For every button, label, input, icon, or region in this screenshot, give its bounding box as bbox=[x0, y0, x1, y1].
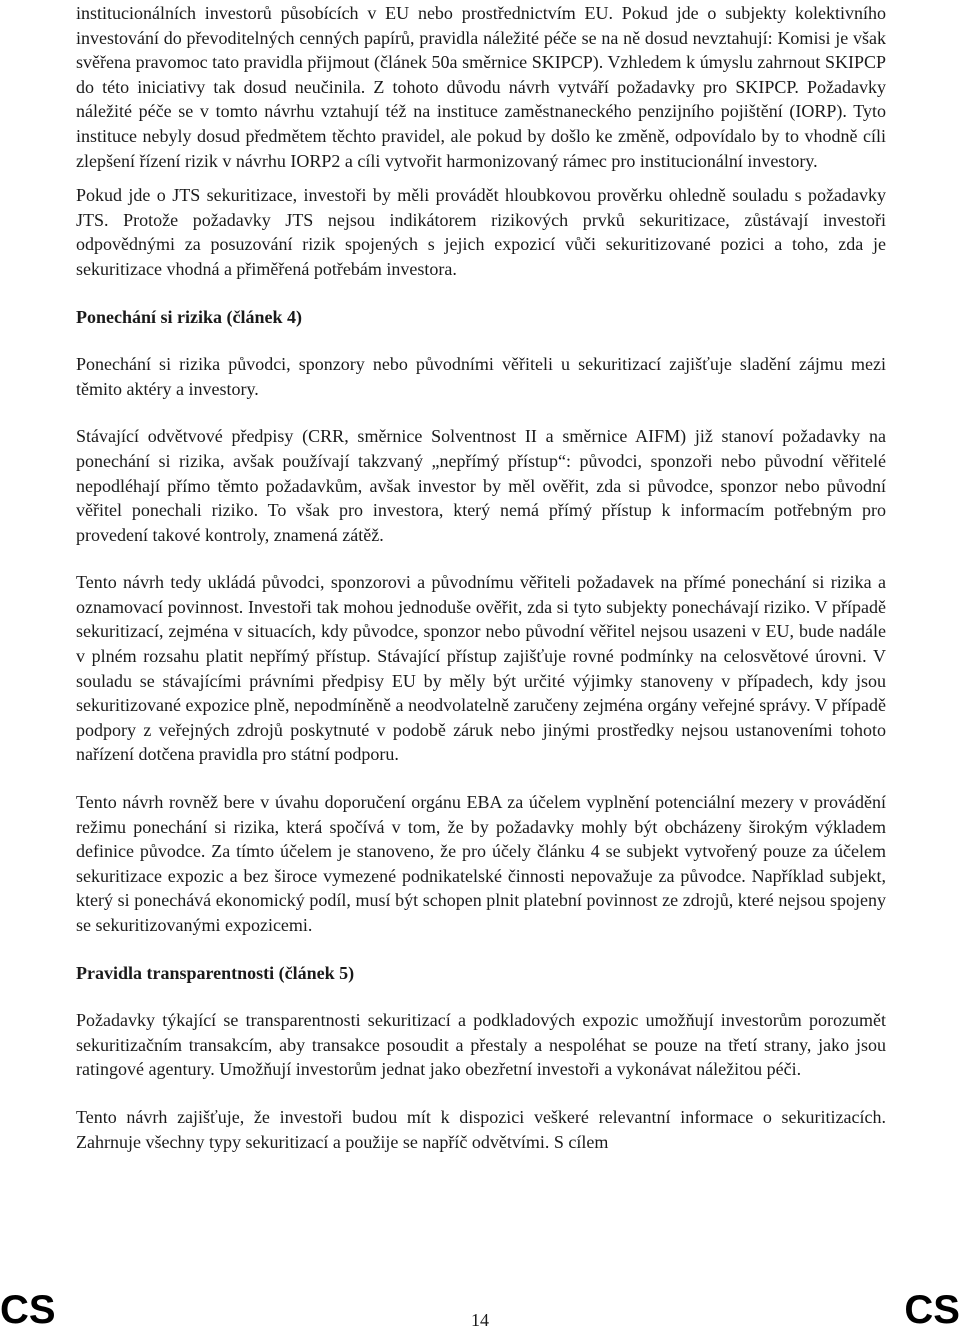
paragraph: Tento návrh rovněž bere v úvahu doporučení orgánu EBA za účelem vyplnění potenciální mezery v provádění režimu ponechání si rizika, která spočívá v tom, že by požadavky mohly být obcházeny širokým výkladem definice původce. Za tímto účelem je stanoveno, že pro účely článku 4 se subjekt vytvořený pouze za účelem sekuritizace expozic a bez široce vymezené podnikatelské činnosti nepovažuje za původce. Například subjekt, který si ponechává ekonomický podíl, musí být schopen plnit platební povinnost ze zdrojů, které nejsou spojeny se sekuritizovanými expozicemi. bbox=[76, 792, 886, 935]
document-body bbox=[76, 0, 886, 1154]
paragraph: Ponechání si rizika původci, sponzory nebo původními věřiteli u sekuritizací zajišťuje sladění zájmu mezi těmito aktéry a investory. bbox=[76, 354, 886, 399]
section-heading: Pravidla transparentnosti (článek 5) bbox=[76, 962, 355, 983]
paragraph: Stávající odvětvové předpisy (CRR, směrnice Solventnost II a směrnice AIFM) již stanoví požadavky na ponechání si rizika, avšak používají takzvaný „nepřímý přístup“: původci, sponzoři nebo původní věřitelé nepodléhají přímo těmto požadavkům, avšak investor by měl ověřit, zda si původce, sponzor nebo původní věřitel ponechali riziko. To však pro investora, který nemá přímý přístup k informacím potřebným pro provedení takové kontroly, znamená zátěž. bbox=[76, 426, 886, 545]
footer-language-right: CS bbox=[904, 1288, 960, 1332]
page-number: 14 bbox=[471, 1310, 489, 1330]
paragraph: institucionálních investorů působících v EU nebo prostřednictvím EU. Pokud jde o subjekty kolektivního investování do převoditelných cenných papírů, pravidla náležité péče se na ně dosud nevztahují: Komisi je však svěřena pravomoc tato pravidla přijmout (článek 50a směrnice SKIPCP). Vzhledem k úmyslu zahrnout SKIPCP do této iniciativy tak dosud neučinila. Z tohoto důvodu návrh vytváří požadavky pro SKIPCP. Požadavky náležité péče se v tomto návrhu vztahují též na instituce zaměstnaneckého penzijního pojištění (IORP). Tyto instituce nebyly dosud předmětem těchto pravidel, ale pokud by došlo ke změně, odpovídalo by to vhodně cíli zlepšení řízení rizik v návrhu IORP2 a cíli vytvořit harmonizovaný rámec pro institucionální investory. bbox=[76, 3, 886, 171]
paragraph: Tento návrh tedy ukládá původci, sponzorovi a původnímu věřiteli požadavek na přímé ponechání si rizika a oznamovací povinnost. Investoři tak mohou jednoduše ověřit, zda si tyto subjekty ponechávají riziko. V případě sekuritizací, zejména v situacích, kdy původce, sponzor nebo původní věřitel nejsou usazeni v EU, bude nadále v plném rozsahu platit nepřímý přístup. Stávající přístup zajišťuje rovné podmínky na celosvětové úrovni. V souladu se stávajícími právními předpisy EU by měly být určité výjimky stanoveny v případech, kdy jsou sekuritizované expozice plně, nepodmíněně a neodvolatelně zaručeny zejména orgány veřejné správy. V případě podpory z veřejných zdrojů poskytnuté v podobě záruk nebo jinými prostředky nejsou ustanoveními tohoto nařízení dotčena pravidla pro státní podporu. bbox=[76, 572, 886, 765]
paragraph: Tento návrh zajišťuje, že investoři budou mít k dispozici veškeré relevantní informace o sekuritizacích. Zahrnuje všechny typy sekuritizací a použije se napříč odvětvími. S cílem bbox=[76, 1106, 886, 1152]
paragraph: Požadavky týkající se transparentnosti sekuritizací a podkladových expozic umožňují investorům porozumět sekuritizačním transakcím, aby transakce posoudit a přestaly a nespoléhat se pouze na třetí strany, jako jsou ratingové agentury. Umožňují investorům jednat jako obezřetní investoři a vykonávat náležitou péči. bbox=[76, 1010, 886, 1080]
section-heading: Ponechání si rizika (článek 4) bbox=[76, 306, 302, 327]
paragraph: Pokud jde o JTS sekuritizace, investoři by měli provádět hloubkovou prověrku ohledně souladu s požadavky JTS. Protože požadavky JTS nejsou indikátorem rizikových prvků sekuritizace, zůstávají investoři odpovědnými za posuzování rizik spojených s jejich expozicí vůči sekuritizované pozici a toho, zda je sekuritizace vhodná a přiměřená potřebám investora. bbox=[76, 185, 886, 279]
footer-language-left: CS bbox=[0, 1288, 56, 1332]
